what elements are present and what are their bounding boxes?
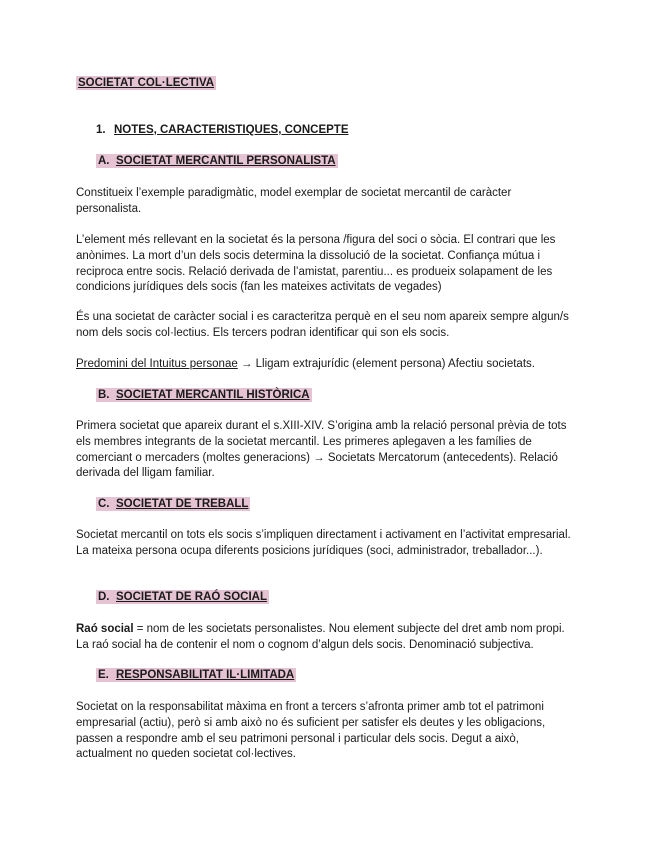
subsection-a-paragraph-3: És una societat de caràcter social i es caracteritza perquè en el seu nom apareix sempre algun/s nom dels socis col·lectius. Els tercers podran identificar qui son els socis. [76, 311, 569, 339]
section-1-number: 1. [96, 124, 106, 136]
subsection-b-paragraph-1: Primera societat que apareix durant el s.XIII-XIV. S’origina amb la relació personal prèvia de tots els membres integrants de la societat mercantil. Les primeres aplegaven a les famílies de comerciant o mercaders (moltes generacions) → Societats Mercatorum (antecedents). Relació derivada del lligam familiar. [76, 420, 567, 480]
subsection-d-title: SOCIETAT DE RAÓ SOCIAL [116, 591, 267, 603]
subsection-a-paragraph-4 [76, 357, 576, 373]
subsection-b-letter: B. [98, 389, 110, 401]
subsection-d-heading [96, 590, 269, 604]
subsection-e-paragraph-1: Societat on la responsabilitat màxima en front a tercers s’afronta primer amb tot el patrimoni empresarial (actiu), però si amb això no és suficient per satisfer els deutes y les obligacions, passen a respondre amb el seu patrimoni personal i particular dels socis. Degut a això, actualment no queden societat col·lectives. [76, 701, 546, 761]
subsection-c-letter: C. [98, 498, 110, 510]
subsection-c-paragraph-1: Societat mercantil on tots els socis s’impliquen directament i activament en l’activitat empresarial. La mateixa persona ocupa diferents posicions jurídiques (soci, administrador, treballador...). [76, 529, 571, 557]
subsection-d-paragraph-1-text: = nom de les societats personalistes. Nou element subjecte del dret amb nom propi. La raó social ha de contenir el nom o cognom d’algun dels socis. Denominació subjectiva. [76, 623, 565, 651]
subsection-a-paragraph-1: Constitueix l’exemple paradigmàtic, model exemplar de societat mercantil de caràcter personalista. [76, 187, 512, 215]
subsection-a-title: SOCIETAT MERCANTIL PERSONALISTA [116, 155, 336, 167]
subsection-e-letter: E. [98, 669, 109, 681]
document-title: SOCIETAT COL·LECTIVA [78, 77, 215, 89]
subsection-a-paragraph-2: L’element més rellevant en la societat és la persona /figura del soci o sòcia. El contrari que les anònimes. La mort d’un dels socis determina la dissolució de la societat. Confiança mútua i reciproca entre socis. Relació derivada de l’amistat, parentiu... es produeix solapament de les condicions jurídiques dels socis (fan les mateixes activitats de vegades) [76, 234, 556, 294]
subsection-a-letter: A. [98, 155, 110, 167]
subsection-d-paragraph-1 [76, 622, 576, 654]
subsection-b-title: SOCIETAT MERCANTIL HISTÒRICA [116, 389, 310, 401]
subsection-c-heading [96, 497, 250, 511]
subsection-e-title: RESPONSABILITAT IL·LIMITADA [116, 669, 295, 681]
subsection-b-heading [96, 388, 312, 402]
subsection-a-paragraph-4-text: → Lligam extrajurídic (element persona) Afectiu societats. [237, 358, 535, 370]
section-1-title: NOTES, CARACTERISTIQUES, CONCEPTE [114, 124, 349, 136]
subsection-a-heading [96, 154, 338, 168]
subsection-e-heading [96, 668, 296, 682]
subsection-d-letter: D. [98, 591, 110, 603]
subsection-c-title: SOCIETAT DE TREBALL [116, 498, 249, 510]
section-1-heading [96, 124, 349, 136]
intuitus-personae-term: Predomini del Intuitus personae [76, 358, 238, 370]
rao-social-term: Raó social [76, 623, 134, 635]
